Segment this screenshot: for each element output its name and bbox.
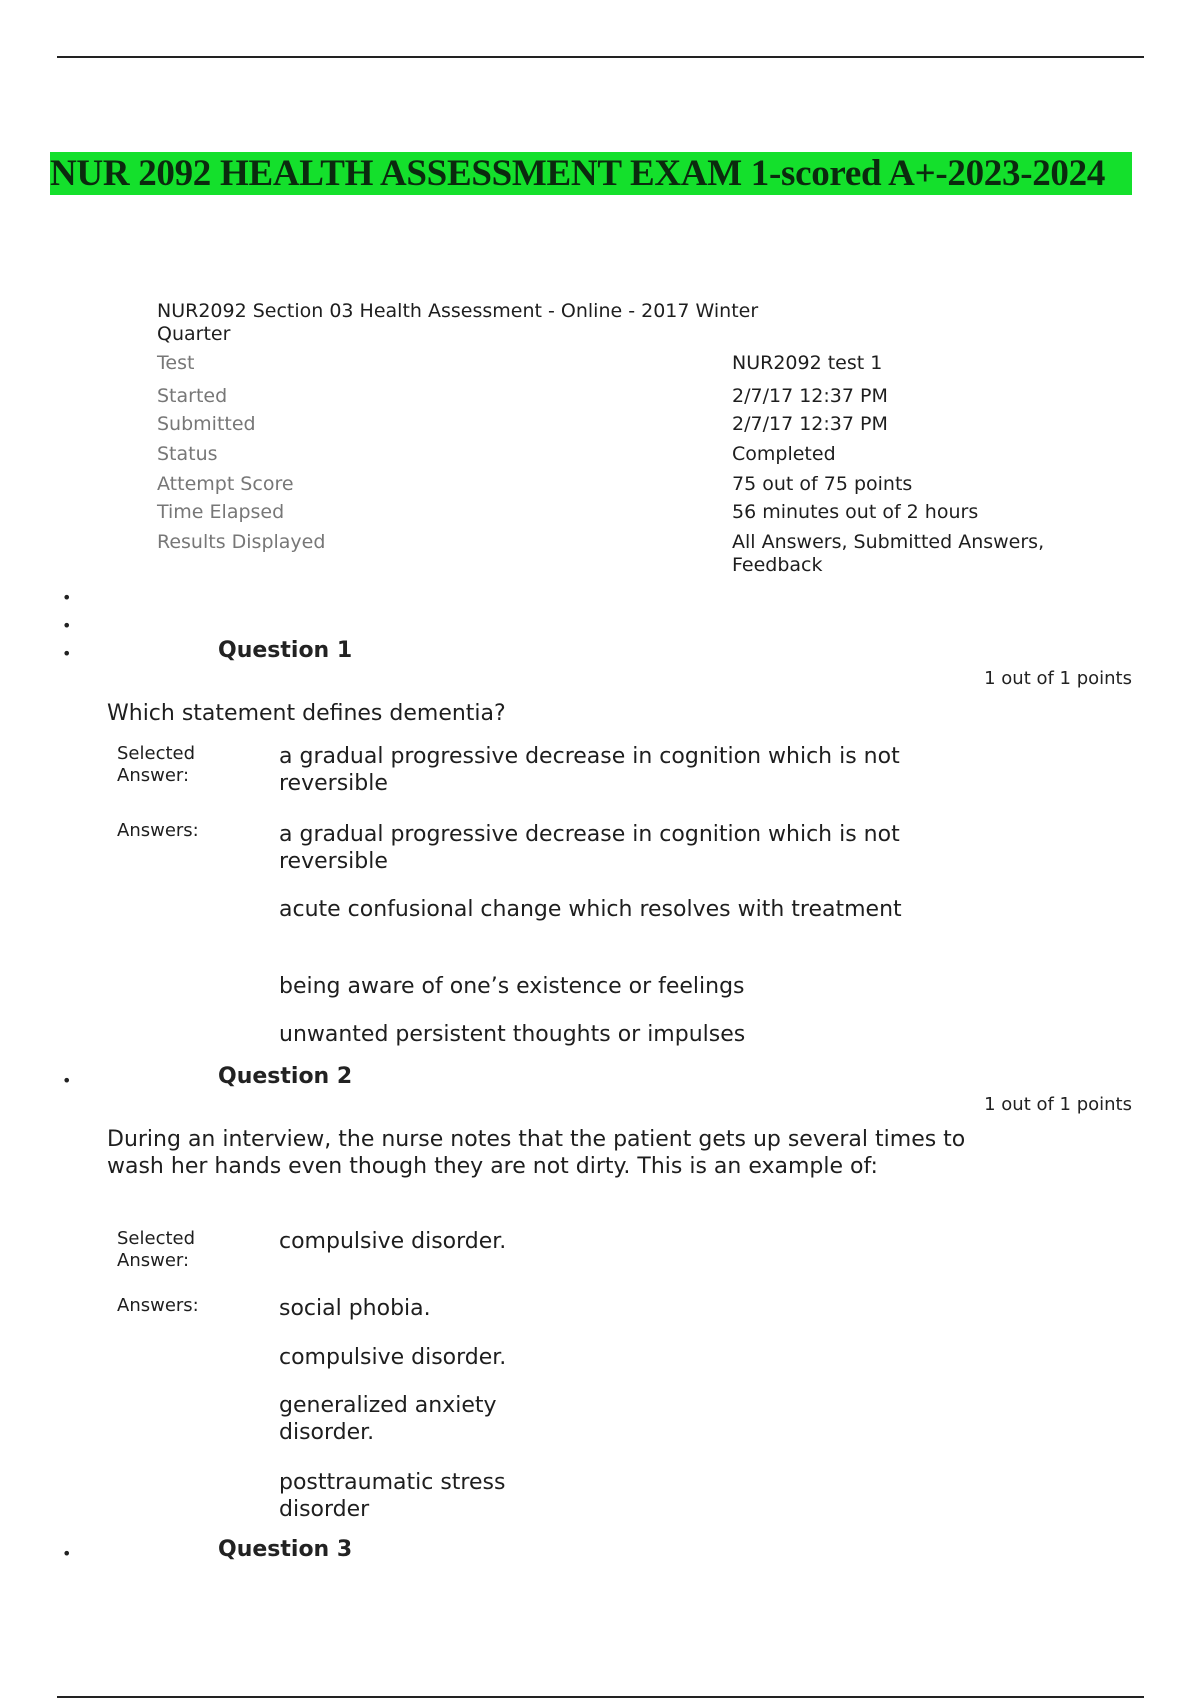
top-rule xyxy=(57,56,1144,58)
meta-value-submitted: 2/7/17 12:37 PM xyxy=(732,413,888,435)
question-2-title: Question 2 xyxy=(218,1064,353,1089)
answers-label: Answers: xyxy=(117,1295,199,1316)
meta-label-status: Status xyxy=(157,443,218,465)
question-2-answer-option: compulsive disorder. xyxy=(279,1345,507,1370)
bottom-rule xyxy=(57,1696,1144,1698)
meta-value-status: Completed xyxy=(732,443,836,465)
meta-value-attempt-score: 75 out of 75 points xyxy=(732,473,913,495)
meta-label-submitted: Submitted xyxy=(157,413,256,435)
question-2-answer-option: generalized anxiety disorder. xyxy=(279,1393,497,1445)
meta-label-started: Started xyxy=(157,385,228,407)
document-title: NUR 2092 HEALTH ASSESSMENT EXAM 1-scored A+-2023-2024 xyxy=(50,152,1132,195)
question-3-title: Question 3 xyxy=(218,1537,353,1562)
bullet-icon: • xyxy=(62,588,72,607)
question-1-text: Which statement defines dementia? xyxy=(107,701,506,726)
bullet-icon: • xyxy=(62,1544,72,1563)
question-2-answer-option: social phobia. xyxy=(279,1296,431,1321)
question-1-title: Question 1 xyxy=(218,638,353,663)
question-1-answer-option: unwanted persistent thoughts or impulses xyxy=(279,1022,746,1047)
meta-value-started: 2/7/17 12:37 PM xyxy=(732,385,888,407)
question-1-answer-option: being aware of one’s existence or feelings xyxy=(279,974,745,999)
question-2-text: During an interview, the nurse notes that the patient gets up several times to wash her hands even though they are not dirty. This is an example of: xyxy=(107,1127,966,1179)
question-1-answer-option: acute confusional change which resolves with treatment xyxy=(279,897,902,922)
question-2-answer-option: posttraumatic stress disorder xyxy=(279,1470,506,1522)
meta-value-test: NUR2092 test 1 xyxy=(732,352,883,374)
bullet-icon: • xyxy=(62,616,72,635)
bullet-icon: • xyxy=(62,1071,72,1090)
meta-value-results-displayed: All Answers, Submitted Answers, Feedback xyxy=(732,531,1045,576)
meta-label-time-elapsed: Time Elapsed xyxy=(157,501,285,523)
course-name: NUR2092 Section 03 Health Assessment - Online - 2017 Winter Quarter xyxy=(157,300,759,345)
meta-label-results-displayed: Results Displayed xyxy=(157,531,326,553)
meta-value-time-elapsed: 56 minutes out of 2 hours xyxy=(732,501,979,523)
answers-label: Answers: xyxy=(117,820,199,841)
selected-answer-label: Selected Answer: xyxy=(117,1228,196,1271)
question-1-selected-answer: a gradual progressive decrease in cognition which is not reversible xyxy=(279,744,900,796)
selected-answer-label: Selected Answer: xyxy=(117,743,196,786)
meta-label-test: Test xyxy=(157,352,195,374)
bullet-icon: • xyxy=(62,644,72,663)
question-2-selected-answer: compulsive disorder. xyxy=(279,1229,507,1254)
question-2-points: 1 out of 1 points xyxy=(984,1094,1132,1115)
meta-label-attempt-score: Attempt Score xyxy=(157,473,294,495)
question-1-answer-option: a gradual progressive decrease in cognition which is not reversible xyxy=(279,822,900,874)
question-1-points: 1 out of 1 points xyxy=(984,668,1132,689)
